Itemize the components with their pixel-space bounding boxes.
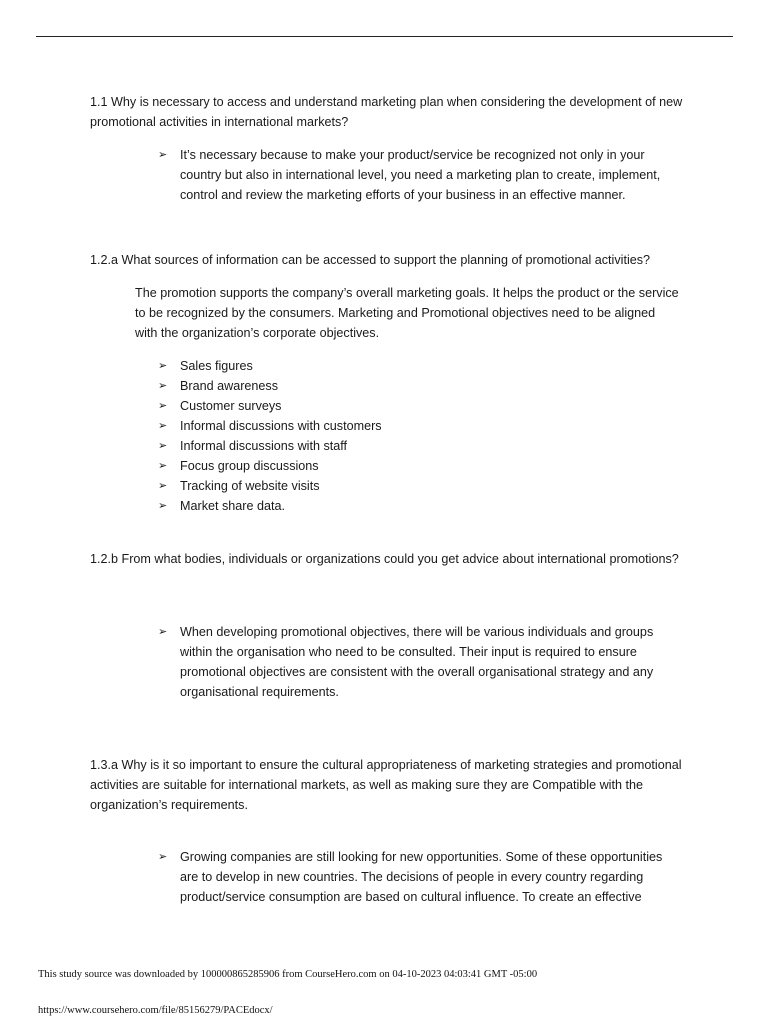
question-1-2a: 1.2.a What sources of information can be accessed to support the planning of promotional activities? xyxy=(90,253,651,267)
list-item xyxy=(158,476,678,496)
list-item-text: Brand awareness xyxy=(180,379,279,393)
list-item xyxy=(158,376,678,396)
answer-1-3a xyxy=(158,847,678,907)
arrow-bullet-icon: ➢ xyxy=(158,400,168,412)
question-1-2b: 1.2.b From what bodies, individuals or organizations could you get advice about international promotions? xyxy=(90,552,679,566)
list-item xyxy=(158,456,678,476)
source-url-link[interactable]: https://www.coursehero.com/file/85156279/PACEdocx/ xyxy=(38,1005,273,1016)
question-1-1: 1.1 Why is necessary to access and understand marketing plan when considering the development of new promotional activities in international markets? xyxy=(90,95,683,129)
answer-1-1-text: It’s necessary because to make your product/service be recognized not only in your country but also in international level, you need a marketing plan to create, implement, control and review the marketing efforts of your business in an effective manner. xyxy=(180,148,661,202)
arrow-bullet-icon: ➢ xyxy=(158,380,168,392)
arrow-bullet-icon: ➢ xyxy=(158,420,168,432)
arrow-bullet-icon: ➢ xyxy=(158,500,168,512)
list-item-text: Informal discussions with customers xyxy=(180,419,382,433)
list-item-text: Market share data. xyxy=(180,499,285,513)
answer-1-2b xyxy=(158,622,678,702)
arrow-bullet-icon: ➢ xyxy=(158,440,168,452)
arrow-bullet-icon: ➢ xyxy=(158,626,168,638)
list-item xyxy=(158,396,678,416)
arrow-bullet-icon: ➢ xyxy=(158,480,168,492)
answer-1-2b-text: When developing promotional objectives, there will be various individuals and groups within the organisation who need to be consulted. Their input is required to ensure promotional objectives are consistent with the overall organisational strategy and any organisational requirements. xyxy=(180,625,654,699)
sources-list xyxy=(158,356,678,516)
list-item-text: Focus group discussions xyxy=(180,459,319,473)
answer-1-1 xyxy=(158,145,678,205)
list-item-text: Tracking of website visits xyxy=(180,479,320,493)
list-item xyxy=(158,356,678,376)
paragraph-1-2a: The promotion supports the company’s overall marketing goals. It helps the product or the service to be recognized by the consumers. Marketing and Promotional objectives need to be aligned with the organization’s corporate objectives. xyxy=(135,286,679,340)
list-item xyxy=(158,416,678,436)
arrow-bullet-icon: ➢ xyxy=(158,360,168,372)
arrow-bullet-icon: ➢ xyxy=(158,851,168,863)
list-item xyxy=(158,436,678,456)
list-item-text: Customer surveys xyxy=(180,399,282,413)
list-item-text: Sales figures xyxy=(180,359,253,373)
answer-1-3a-text: Growing companies are still looking for new opportunities. Some of these opportunities are to develop in new countries. The decisions of people in every country regarding product/service consumption are based on cultural influence. To create an effective xyxy=(180,850,663,904)
arrow-bullet-icon: ➢ xyxy=(158,460,168,472)
list-item xyxy=(158,496,678,516)
list-item-text: Informal discussions with staff xyxy=(180,439,348,453)
arrow-bullet-icon: ➢ xyxy=(158,149,168,161)
question-1-3a: 1.3.a Why is it so important to ensure the cultural appropriateness of marketing strategies and promotional activities are suitable for international markets, as well as making sure they are Compatible with the organization’s requirements. xyxy=(90,758,682,812)
download-notice: This study source was downloaded by 100000865285906 from CourseHero.com on 04-10-2023 04:03:41 GMT -05:00 xyxy=(38,969,538,980)
header-rule xyxy=(36,36,733,37)
